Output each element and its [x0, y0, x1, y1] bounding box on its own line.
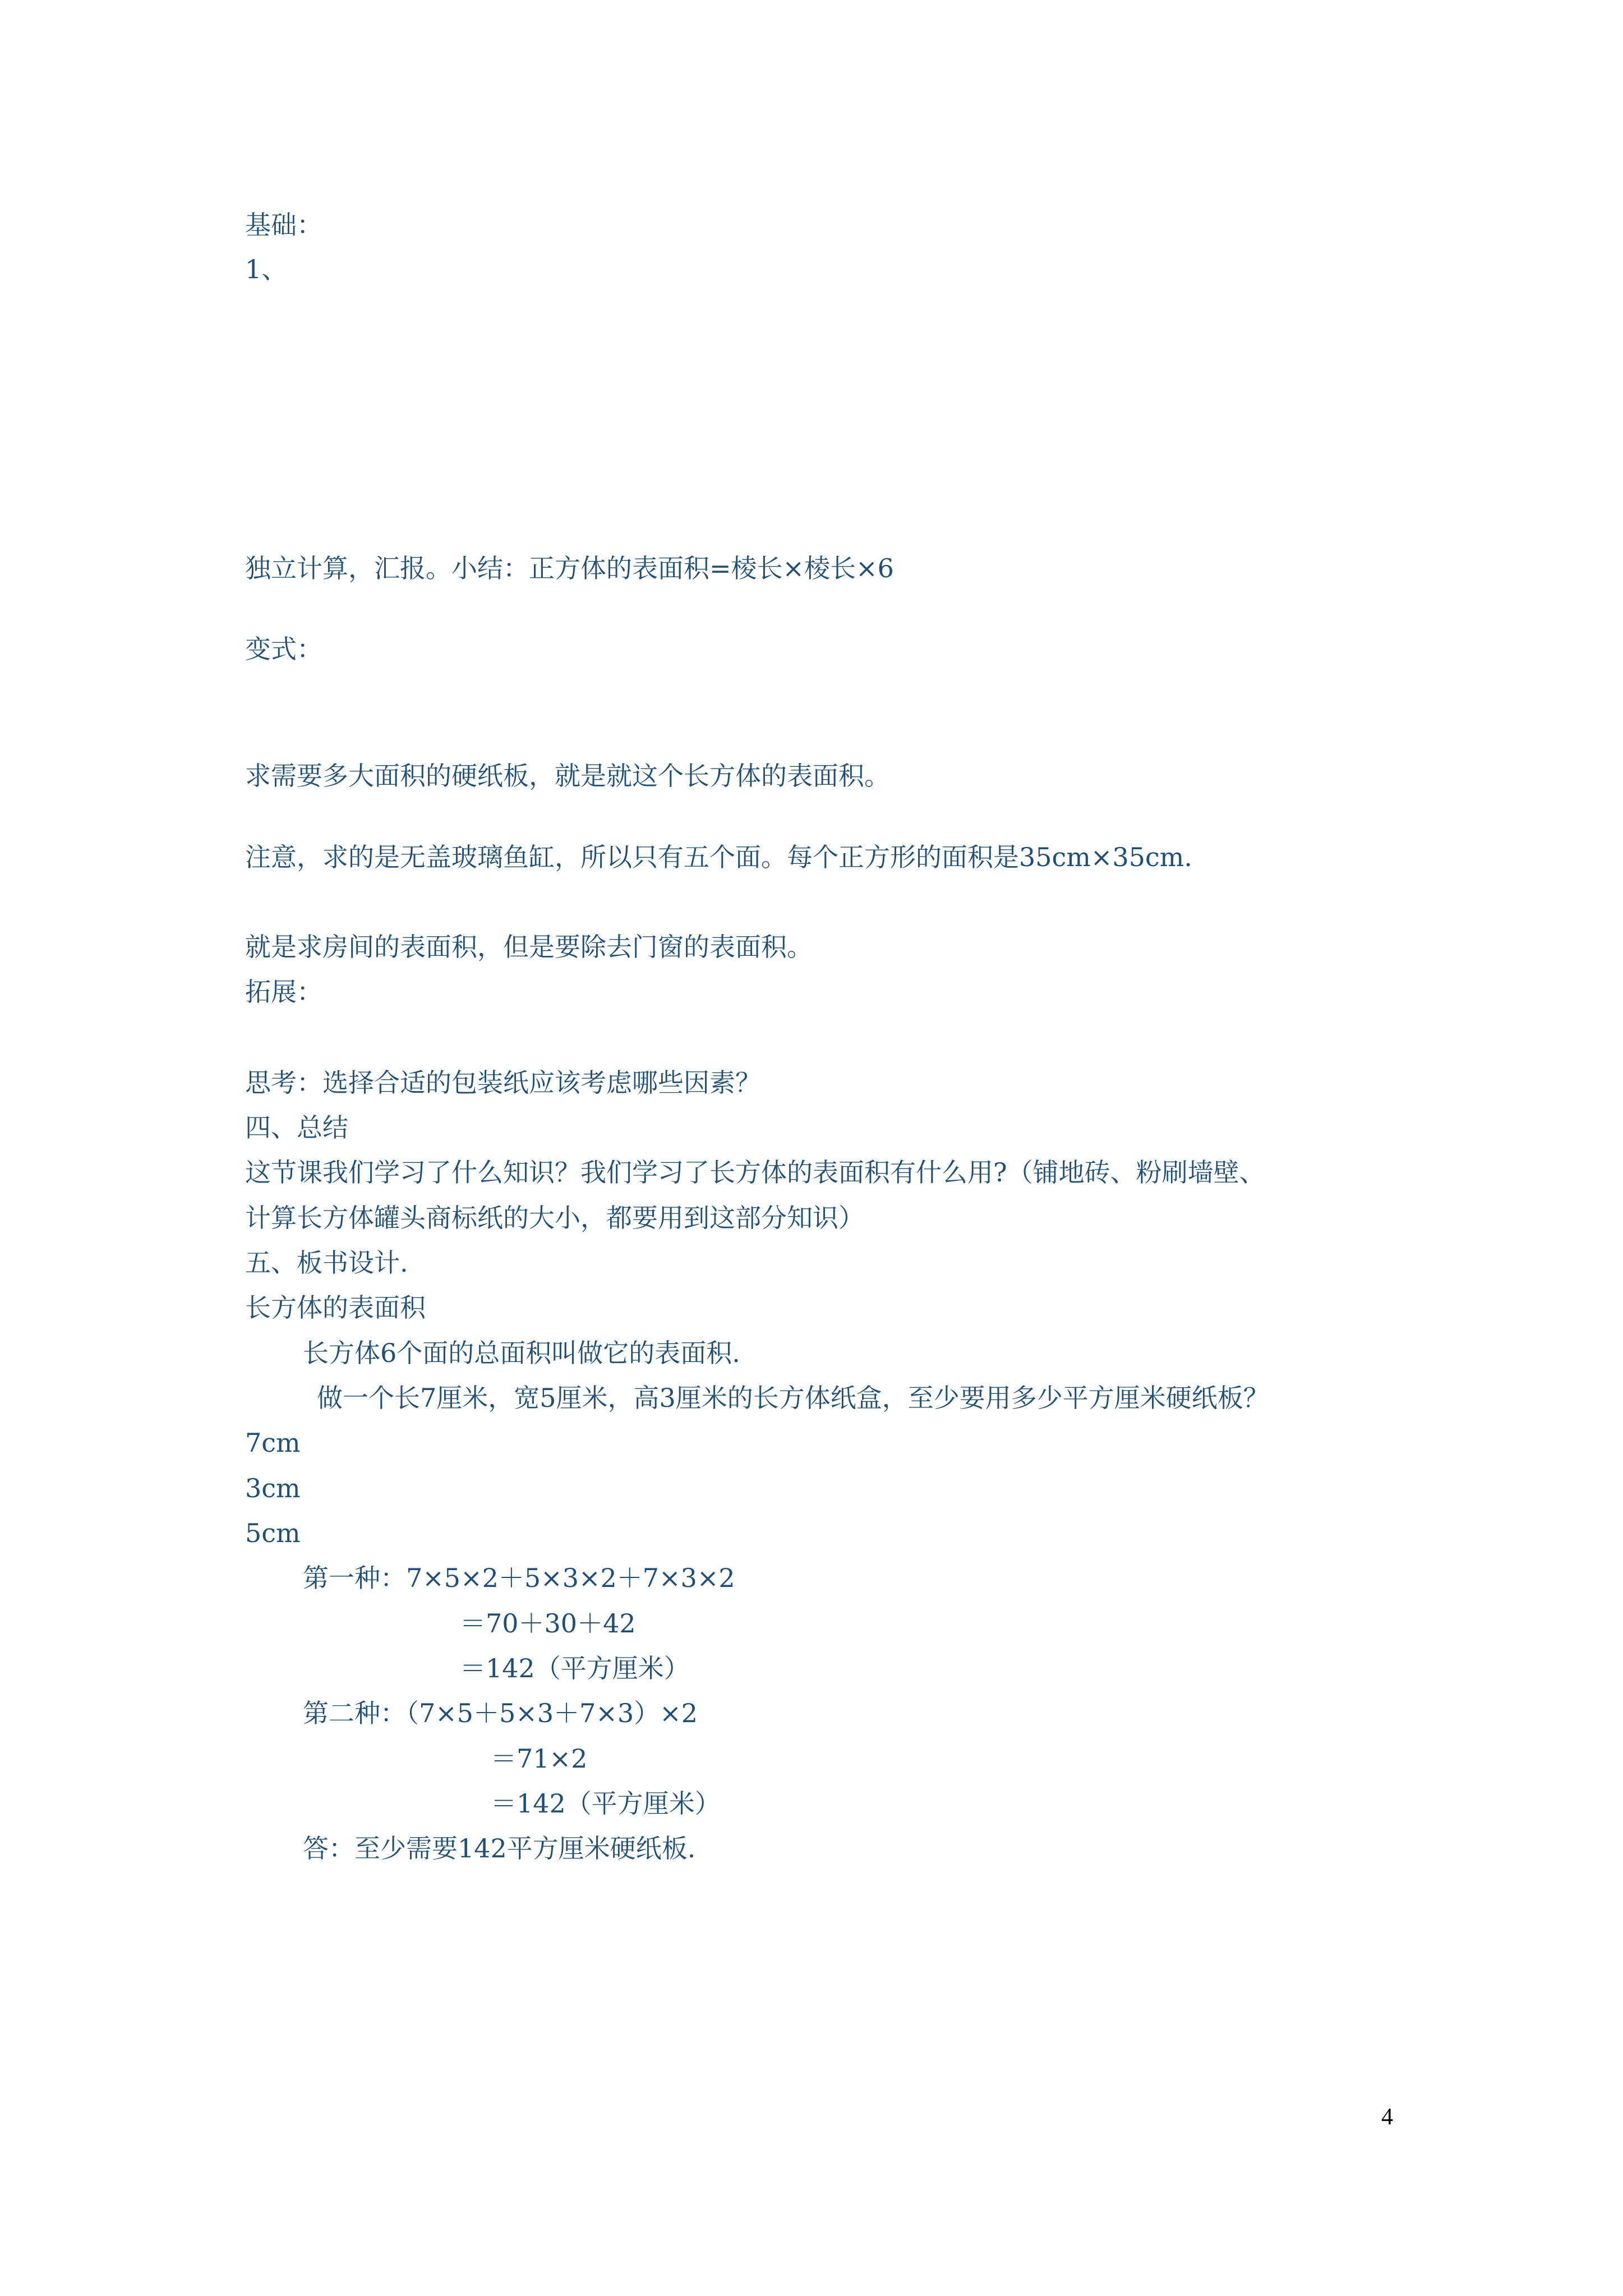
definition-text: 长方体6个面的总面积叫做它的表面积. — [303, 1338, 740, 1368]
summary-line-1: 这节课我们学习了什么知识？我们学习了长方体的表面积有什么用?（铺地砖、粉刷墙壁、 — [245, 1157, 1265, 1188]
item-one-label: 1、 — [245, 254, 288, 284]
summary-line-2: 计算长方体罐头商标纸的大小，都要用到这部分知识） — [245, 1203, 864, 1233]
independent-calc-text: 独立计算，汇报。小结：正方体的表面积=棱长×棱长×6 — [245, 553, 894, 583]
variant-heading: 变式： — [245, 634, 322, 664]
method-two-line-2: ＝71×2 — [491, 1743, 588, 1774]
cardboard-note: 求需要多大面积的硬纸板，就是就这个长方体的表面积。 — [245, 761, 890, 791]
room-note: 就是求房间的表面积，但是要除去门窗的表面积。 — [245, 932, 813, 962]
extension-heading: 拓展： — [245, 977, 322, 1007]
jichu-heading: 基础： — [245, 210, 322, 240]
fishtank-note: 注意，求的是无盖玻璃鱼缸，所以只有五个面。每个正方形的面积是35cm×35cm. — [245, 842, 1192, 872]
problem-text: 做一个长7厘米，宽5厘米，高3厘米的长方体纸盒，至少要用多少平方厘米硬纸板？ — [317, 1383, 1269, 1413]
section-four-heading: 四、总结 — [245, 1112, 348, 1143]
method-two-line-1: 第二种：（7×5＋5×3＋7×3）×2 — [303, 1698, 698, 1728]
dimension-length: 7cm — [245, 1428, 301, 1458]
section-five-heading: 五、板书设计. — [245, 1248, 408, 1278]
method-one-line-2: ＝70＋30＋42 — [460, 1608, 636, 1639]
method-two-line-3: ＝142（平方厘米） — [491, 1788, 721, 1819]
board-title: 长方体的表面积 — [245, 1292, 426, 1323]
answer-text: 答：至少需要142平方厘米硬纸板. — [303, 1833, 696, 1864]
page-number: 4 — [1381, 2104, 1393, 2130]
method-one-line-1: 第一种：7×5×2＋5×3×2＋7×3×2 — [303, 1563, 735, 1593]
dimension-width: 5cm — [245, 1518, 301, 1548]
method-one-line-3: ＝142（平方厘米） — [460, 1653, 690, 1683]
dimension-height: 3cm — [245, 1473, 301, 1503]
thinking-question: 思考：选择合适的包装纸应该考虑哪些因素？ — [245, 1068, 761, 1098]
